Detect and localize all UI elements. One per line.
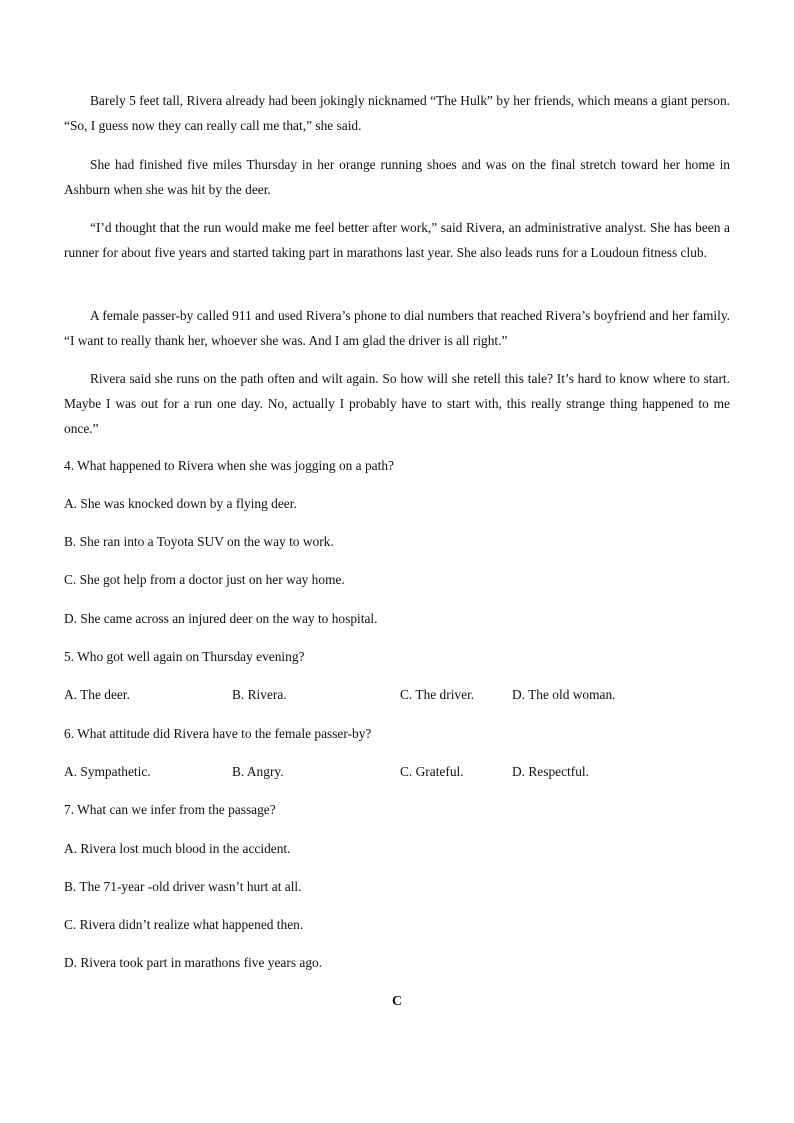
question-7-option-c: C. Rivera didn’t realize what happened then.: [64, 917, 304, 932]
question-7-option-b: B. The 71-year -old driver wasn’t hurt at all.: [64, 879, 302, 894]
question-5-option-a: A. The deer.: [64, 687, 130, 702]
section-label: C: [391, 994, 403, 1009]
question-5-stem: 5. Who got well again on Thursday evening?: [64, 649, 305, 664]
passage-paragraph-1: Barely 5 feet tall, Rivera already had been jokingly nicknamed “The Hulk” by her friends, which means a giant person. “So, I guess now they can really call me that,” she said.: [64, 93, 730, 133]
question-4-option-d: D. She came across an injured deer on the way to hospital.: [64, 611, 378, 626]
passage-paragraph-4: A female passer-by called 911 and used Rivera’s phone to dial numbers that reached Rivera’s boyfriend and her family. “I want to really thank her, whoever she was. And I am glad the driver is all right.”: [64, 308, 730, 348]
passage-paragraph-3: “I’d thought that the run would make me feel better after work,” said Rivera, an administrative analyst. She has been a runner for about five years and started taking part in marathons last year. She also leads runs for a Loudoun fitness club.: [64, 220, 730, 260]
question-4-stem: 4. What happened to Rivera when she was jogging on a path?: [64, 458, 394, 473]
question-4-option-a: A. She was knocked down by a flying deer.: [64, 496, 297, 511]
question-6-option-b: B. Angry.: [232, 764, 284, 779]
question-6-option-d: D. Respectful.: [512, 764, 589, 779]
passage-paragraph-5: Rivera said she runs on the path often and wilt again. So how will she retell this tale? It’s hard to know where to start. Maybe I was out for a run one day. No, actually I probably have to start with, this really strange thing happened to me once.”: [64, 371, 730, 436]
question-5-option-d: D. The old woman.: [512, 687, 616, 702]
question-5-option-b: B. Rivera.: [232, 687, 287, 702]
question-7-stem: 7. What can we infer from the passage?: [64, 802, 276, 817]
question-7-option-a: A. Rivera lost much blood in the accident.: [64, 841, 291, 856]
question-4-option-b: B. She ran into a Toyota SUV on the way to work.: [64, 534, 334, 549]
question-7-option-d: D. Rivera took part in marathons five years ago.: [64, 955, 323, 970]
question-6-option-c: C. Grateful.: [400, 764, 464, 779]
passage-paragraph-2: She had finished five miles Thursday in her orange running shoes and was on the final stretch toward her home in Ashburn when she was hit by the deer.: [64, 157, 730, 197]
question-5-option-c: C. The driver.: [400, 687, 475, 702]
question-6-stem: 6. What attitude did Rivera have to the female passer-by?: [64, 726, 372, 741]
question-6-option-a: A. Sympathetic.: [64, 764, 151, 779]
question-4-option-c: C. She got help from a doctor just on her way home.: [64, 572, 345, 587]
